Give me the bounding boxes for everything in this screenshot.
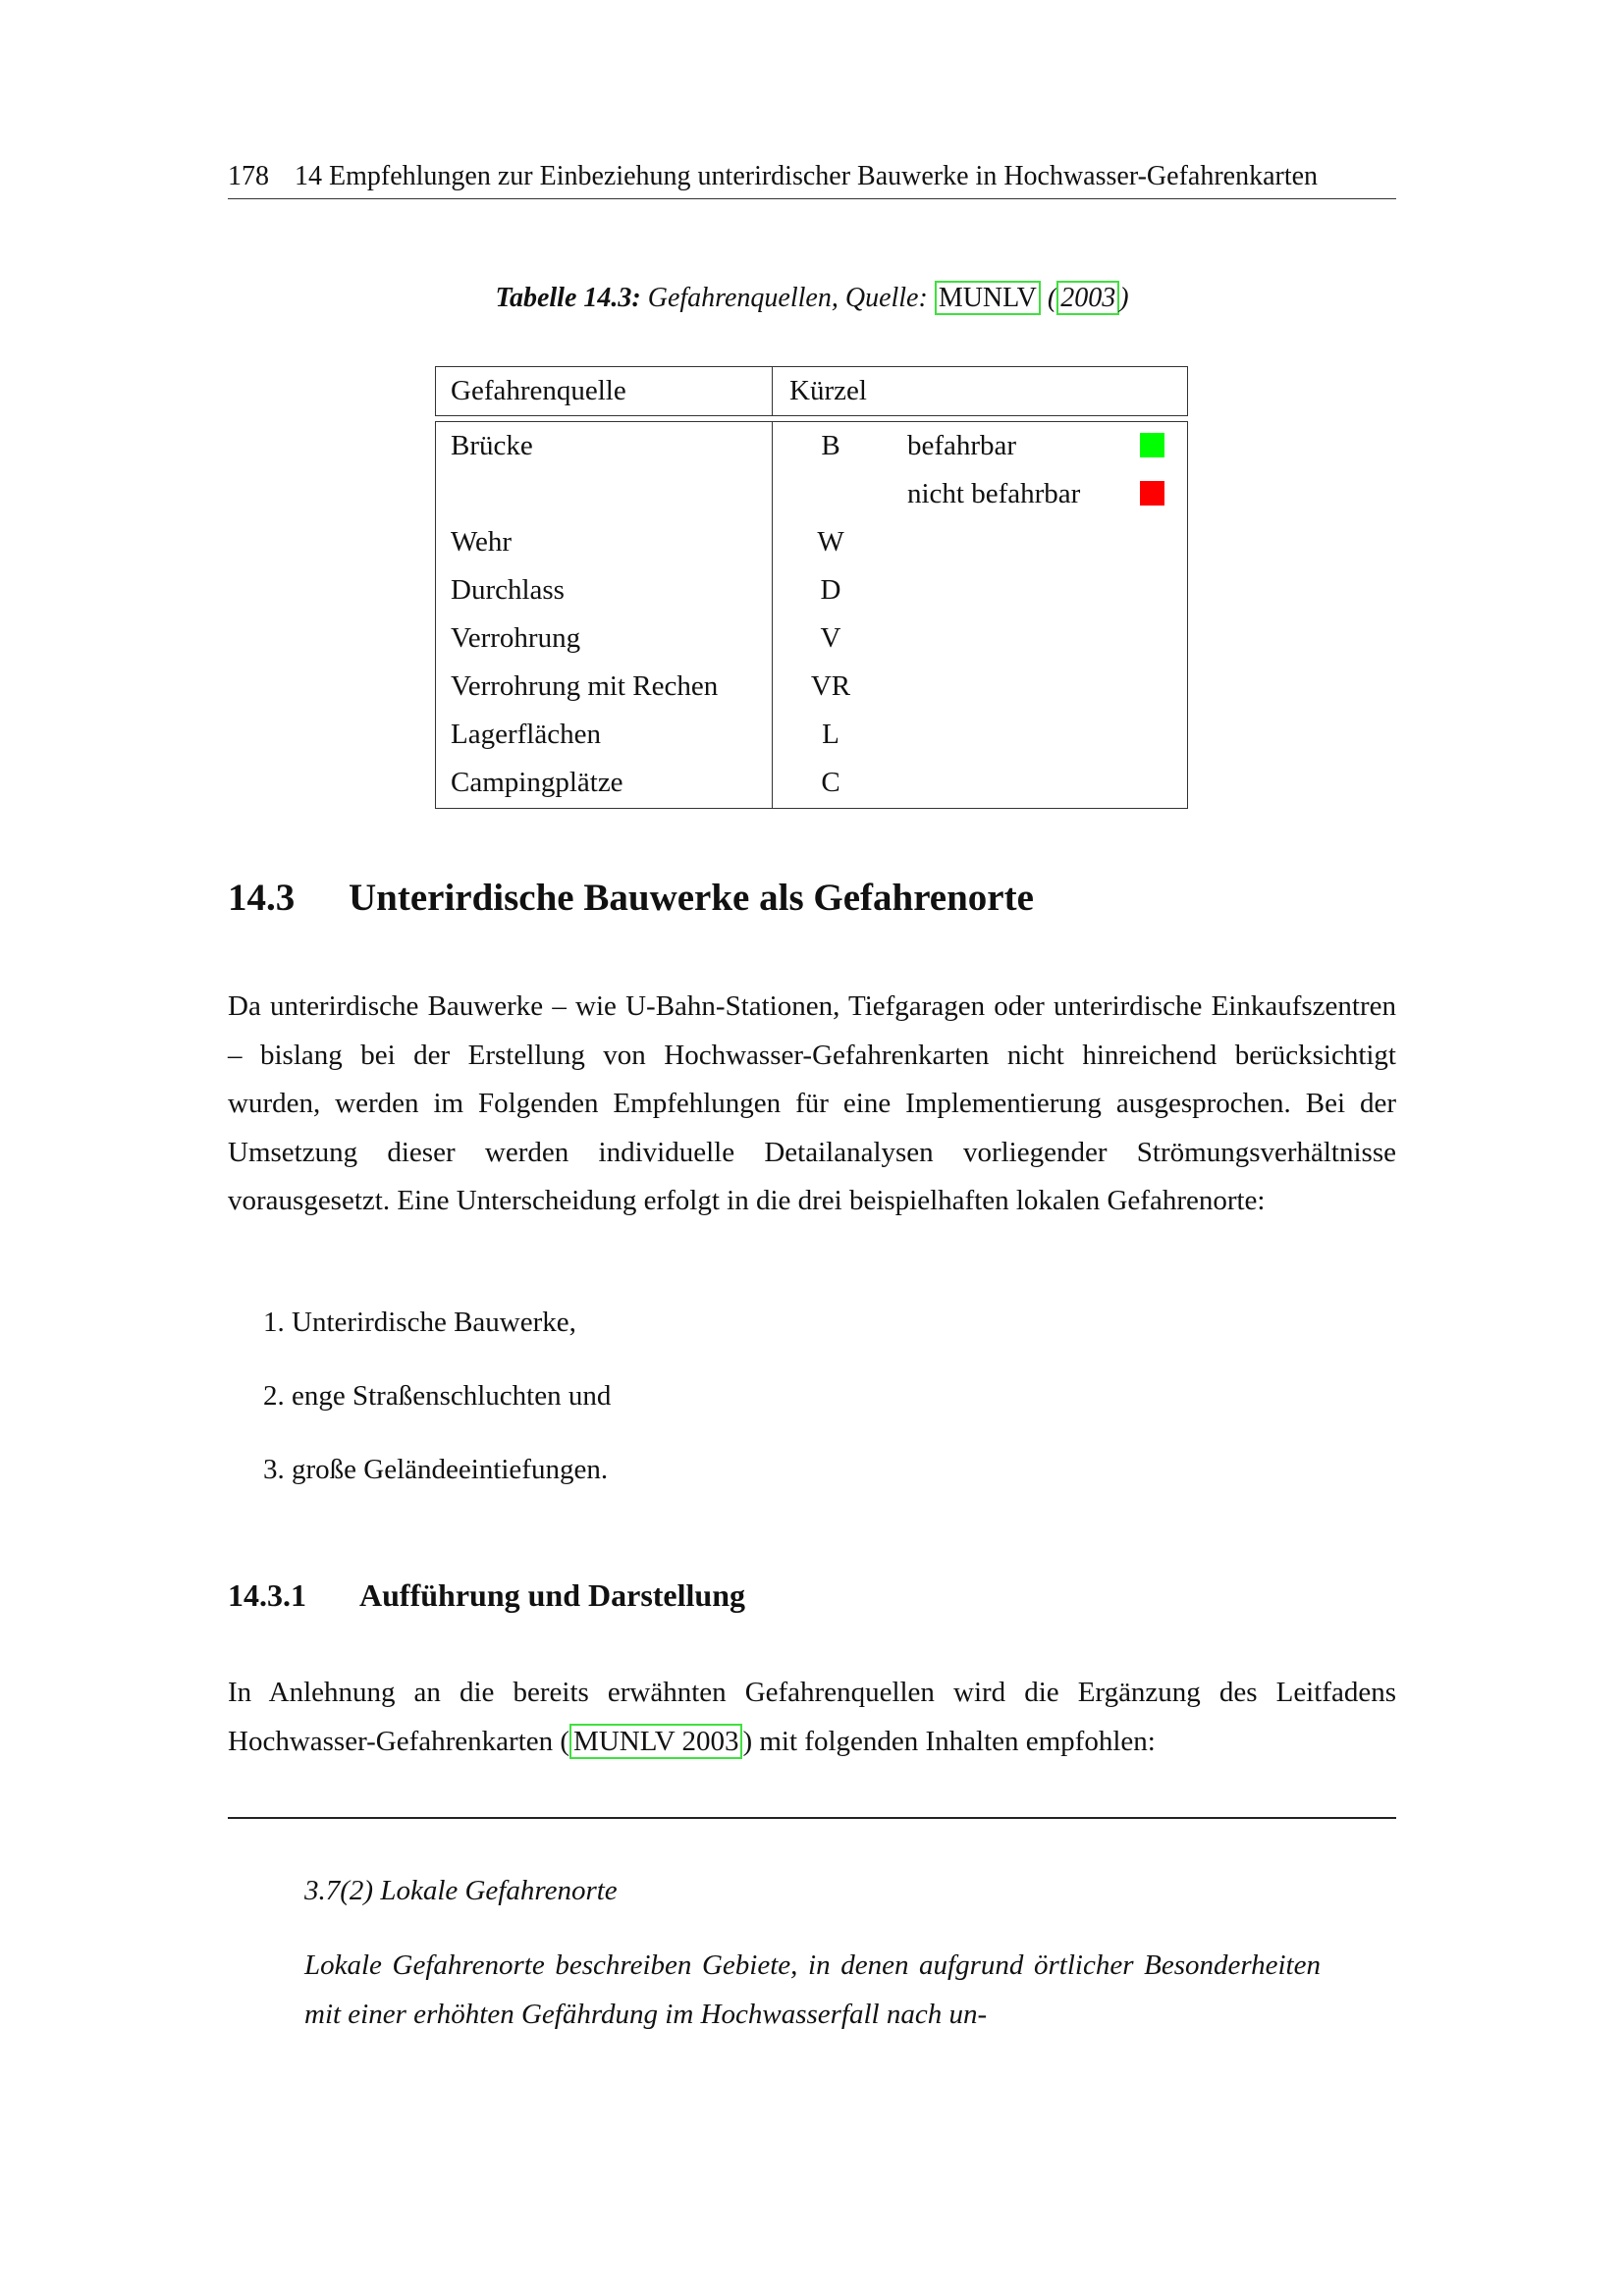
table-caption: Tabelle 14.3: Gefahrenquellen, Quelle: MUNLV ( 2003 ): [495, 283, 1129, 313]
caption-label: Tabelle 14.3:: [495, 283, 641, 313]
subsection-number: 14.3.1: [228, 1577, 306, 1613]
table-cell-name: Campingplätze: [451, 767, 623, 798]
caption-text: Gefahrenquellen, Quelle:: [647, 283, 928, 313]
quote-text: Lokale Gefahrenorte beschreiben Gebiete, in denen aufgrund örtlicher Besonderheiten mit einer erhöhten Gefährdung im Hochwasserfall nach un-: [304, 1949, 1321, 2030]
table-cell-status: befahrbar: [907, 430, 1017, 461]
table-cell-name: Durchlass: [451, 574, 565, 606]
table-cell-code: V: [820, 622, 841, 654]
running-header: [228, 157, 1396, 199]
section-heading: [228, 874, 1034, 923]
table-cell-code: D: [820, 574, 841, 606]
page-number: 178: [228, 161, 269, 191]
quote-heading: 3.7(2) Lokale Gefahrenorte: [304, 1875, 618, 1906]
column-header-code: Kürzel: [789, 375, 867, 406]
table-cell-status: nicht befahrbar: [907, 478, 1081, 509]
table-header-row: [435, 366, 1188, 416]
table-cell-code: B: [821, 430, 840, 461]
table-cell-name: Wehr: [451, 526, 513, 558]
body-paragraph-2: [228, 1669, 1396, 1766]
citation-link-year[interactable]: 2003: [1056, 281, 1119, 315]
running-title: 14 Empfehlungen zur Einbeziehung unterirdischer Bauwerke in Hochwasser-Gefahrenkarten: [295, 161, 1319, 191]
section-number: 14.3: [228, 877, 296, 919]
table-cell-name: Verrohrung mit Rechen: [451, 670, 719, 702]
table-cell-code: W: [817, 526, 844, 558]
table-body: [435, 421, 1188, 809]
section-title: Unterirdische Bauwerke als Gefahrenorte: [349, 877, 1034, 919]
green-square-icon: [1140, 433, 1164, 457]
table-cell-code: VR: [810, 670, 851, 702]
citation-link-author[interactable]: MUNLV: [935, 281, 1041, 315]
subsection-heading: [228, 1574, 745, 1617]
red-square-icon: [1140, 481, 1164, 506]
citation-link[interactable]: MUNLV 2003: [569, 1724, 742, 1759]
table-cell-name: Brücke: [451, 430, 533, 461]
column-header-source: Gefahrenquelle: [451, 375, 626, 406]
list-item: 3. große Geländeeintiefungen.: [263, 1454, 609, 1485]
horizontal-rule: [228, 1817, 1396, 1819]
paragraph-text: In Anlehnung an die bereits erwähnten Gefahrenquellen wird die Ergänzung des Leitfadens Hochwasser-Gefahrenkarten (: [228, 1677, 1396, 1757]
paragraph-text: ) mit folgenden Inhalten empfohlen:: [742, 1725, 1156, 1757]
list-item: 1. Unterirdische Bauwerke,: [263, 1307, 576, 1338]
column-divider: [772, 367, 773, 415]
subsection-title: Aufführung und Darstellung: [359, 1577, 745, 1613]
table-cell-code: L: [822, 719, 839, 750]
body-paragraph: Da unterirdische Bauwerke – wie U-Bahn-Stationen, Tiefgaragen oder unterirdische Einkaufszentren – bislang bei der Erstellung von Hochwasser-Gefahrenkarten nicht hinreichend berücksichtigt wurden, werden im Folgenden Empfehlungen für eine Implementierung ausgesprochen. Bei der Umsetzung dieser werden individuelle Detailanalysen vorliegender Strömungsverhältnisse vorausgesetzt. Eine Unterscheidung erfolgt in die drei beispielhaften lokalen Gefahrenorte:: [228, 990, 1396, 1216]
table-cell-code: C: [821, 767, 840, 798]
table-cell-name: Verrohrung: [451, 622, 581, 654]
list-item: 2. enge Straßenschluchten und: [263, 1380, 612, 1412]
table-cell-name: Lagerflächen: [451, 719, 601, 750]
